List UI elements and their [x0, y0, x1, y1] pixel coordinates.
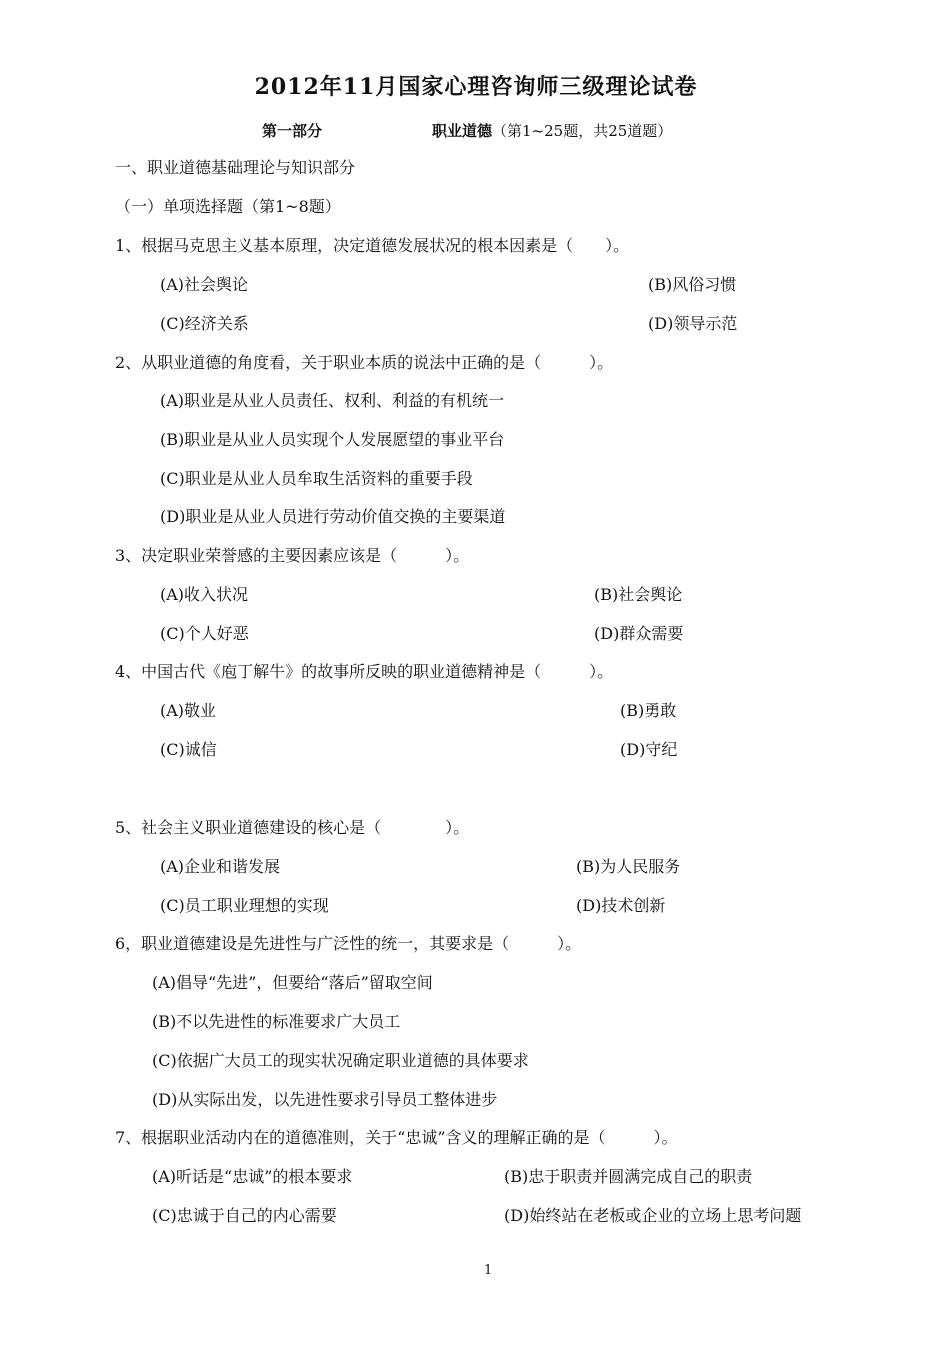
part-label: 第一部分	[262, 122, 323, 140]
option: (A)倡导“先进”，但要给“落后”留取空间	[152, 973, 433, 992]
option: (C)忠诚于自己的内心需要	[152, 1206, 337, 1225]
option: (A)职业是从业人员责任、权利、利益的有机统一	[160, 391, 505, 410]
option: (A)听话是“忠诚”的根本要求	[152, 1167, 353, 1186]
section-heading: 一、职业道德基础理论与知识部分	[115, 158, 356, 177]
option: (C)职业是从业人员牟取生活资料的重要手段	[160, 469, 473, 488]
option: (C)员工职业理想的实现	[160, 896, 329, 915]
option: (B)社会舆论	[594, 585, 683, 604]
option: (B)忠于职责并圆满完成自己的职责	[504, 1167, 753, 1186]
page-number: 1	[484, 1263, 493, 1278]
option: (D)技术创新	[576, 896, 666, 915]
option: (D)群众需要	[594, 624, 684, 643]
option: (C)经济关系	[160, 314, 249, 333]
option: (B)风俗习惯	[648, 275, 737, 294]
question-stem: 4、中国古代《庖丁解牛》的故事所反映的职业道德精神是（ ）。	[115, 662, 614, 681]
option: (D)始终站在老板或企业的立场上思考问题	[504, 1206, 802, 1225]
option: (C)依据广大员工的现实状况确定职业道德的具体要求	[152, 1051, 529, 1070]
question-stem: 3、决定职业荣誉感的主要因素应该是（ ）。	[115, 546, 470, 565]
question-stem: 1、根据马克思主义基本原理，决定道德发展状况的根本因素是（ ）。	[115, 236, 630, 255]
question-stem: 5、社会主义职业道德建设的核心是（ ）。	[115, 818, 470, 837]
option: (D)从实际出发，以先进性要求引导员工整体进步	[152, 1090, 498, 1109]
question-stem: 6，职业道德建设是先进性与广泛性的统一，其要求是（ ）。	[115, 934, 582, 953]
section-range: （第1~25题，共25道题）	[492, 122, 673, 140]
page-title: 2012年11月国家心理咨询师三级理论试卷	[254, 74, 698, 100]
subsection-heading: （一）单项选择题（第1~8题）	[115, 197, 341, 216]
option: (B)勇敢	[620, 701, 677, 720]
question-stem: 2、从职业道德的角度看，关于职业本质的说法中正确的是（ ）。	[115, 353, 614, 372]
option: (B)职业是从业人员实现个人发展愿望的事业平台	[160, 430, 505, 449]
option: (B)为人民服务	[576, 857, 681, 876]
option: (C)诚信	[160, 740, 217, 759]
option: (C)个人好恶	[160, 624, 249, 643]
question-stem: 7、根据职业活动内在的道德准则，关于“忠诚”含义的理解正确的是（ ）。	[115, 1128, 678, 1147]
option: (D)领导示范	[648, 314, 738, 333]
option: (D)职业是从业人员进行劳动价值交换的主要渠道	[160, 507, 506, 526]
part-section	[432, 121, 672, 141]
option: (D)守纪	[620, 740, 678, 759]
option: (B)不以先进性的标准要求广大员工	[152, 1012, 401, 1031]
option: (A)敬业	[160, 701, 217, 720]
option: (A)企业和谐发展	[160, 857, 281, 876]
section-name: 职业道德	[432, 122, 493, 140]
option: (A)社会舆论	[160, 275, 249, 294]
option: (A)收入状况	[160, 585, 249, 604]
